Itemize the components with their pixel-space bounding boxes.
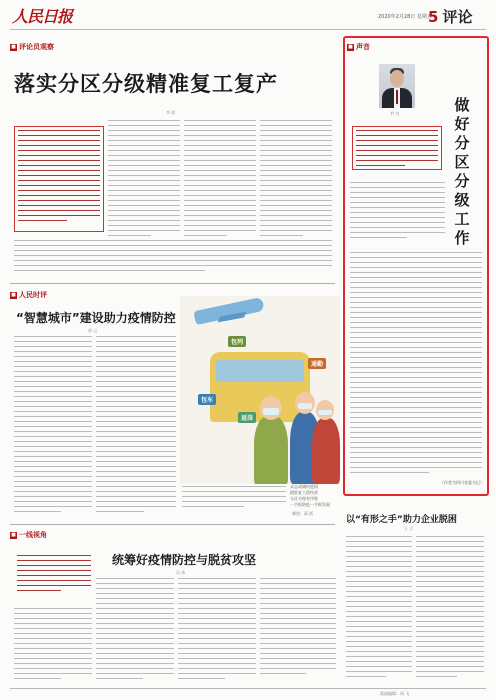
tag-square-icon: ■ — [11, 43, 16, 50]
newspaper-logo: 人民日报 — [12, 7, 73, 26]
side-bottom-col2 — [416, 536, 484, 686]
divider — [10, 283, 335, 284]
right-headline[interactable]: 做 好 分 区 分 级 工 作 — [454, 96, 470, 247]
second-byline: 郭 云 — [88, 328, 98, 333]
third-pullquote — [14, 552, 94, 602]
tag-square-icon: ■ — [11, 291, 16, 298]
lead-body-col1 — [108, 120, 180, 240]
tag-square-icon: ■ — [348, 43, 353, 50]
second-body-col1 — [14, 336, 92, 516]
sign-charter: 包车 — [198, 394, 216, 405]
lead-headline[interactable]: 落实分区分级精准复工复产 — [14, 72, 278, 96]
third-headline[interactable]: 统筹好疫情防控与脱贫攻坚 — [112, 553, 257, 567]
right-tag — [347, 42, 370, 52]
right-pullquote — [352, 126, 442, 170]
third-tag-label: 一线视角 — [19, 531, 47, 539]
mask-icon — [298, 403, 312, 409]
right-body-top — [350, 182, 445, 248]
side-bottom-byline: 王 言 — [404, 526, 414, 531]
right-tag-label: 声音 — [356, 43, 370, 51]
sign-bus: 包列 — [228, 336, 246, 347]
footer-rule — [10, 688, 486, 689]
airplane-icon — [193, 297, 264, 325]
lead-body-bottom — [14, 240, 332, 274]
second-headline[interactable]: “智慧城市”建设助力疫情防控 — [16, 311, 176, 325]
third-body-col4 — [260, 578, 336, 686]
mask-icon — [263, 408, 279, 415]
dateline: 2020年2月28日 星期五 — [378, 14, 432, 20]
second-tag — [10, 290, 47, 300]
illustration-caption — [182, 486, 286, 516]
author-photo — [379, 64, 415, 108]
mask-icon — [318, 410, 332, 415]
sign-return: 返岗 — [238, 412, 256, 423]
third-tag — [10, 530, 47, 540]
masthead — [10, 4, 486, 30]
illustration — [180, 296, 340, 484]
section-name: 评论 — [442, 8, 473, 26]
third-body-col2 — [96, 578, 174, 686]
side-bottom-headline[interactable]: 以“有形之手”助力企业脱困 — [346, 515, 457, 525]
lead-body-col3 — [260, 120, 332, 240]
lead-tag-label: 评论员观察 — [19, 43, 54, 51]
lead-tag — [10, 42, 54, 52]
right-body-main — [350, 252, 482, 478]
lead-byline: 李 斌 — [166, 110, 176, 115]
worker-figure — [254, 416, 288, 484]
author-name: 尹 力 — [390, 111, 400, 116]
illustration-credit: 制图：蒋 跃 — [292, 511, 314, 516]
section-label — [428, 6, 472, 27]
right-author-note: （作者为四川省委书记） — [440, 480, 484, 485]
worker-figure — [312, 418, 340, 484]
third-body-col1 — [14, 608, 92, 686]
lead-body-col2 — [184, 120, 256, 240]
section-number: 5 — [428, 8, 439, 26]
sign-commute: 通勤 — [308, 358, 326, 369]
third-byline: 吴 冰 — [176, 570, 186, 575]
divider — [10, 524, 335, 525]
tag-square-icon: ■ — [11, 531, 16, 538]
footer-editor: 版面编辑：周 飞 — [380, 691, 410, 696]
side-bottom-col1 — [346, 536, 412, 686]
illustration-poem: 众志成城抗疫情 精准复工稳经济 分区分级有序推 一手抓防疫一手抓发展 — [290, 484, 330, 507]
second-body-col2 — [96, 336, 176, 516]
lead-pullquote — [14, 126, 104, 232]
third-body-col3 — [178, 578, 256, 686]
second-tag-label: 人民时评 — [19, 291, 47, 299]
